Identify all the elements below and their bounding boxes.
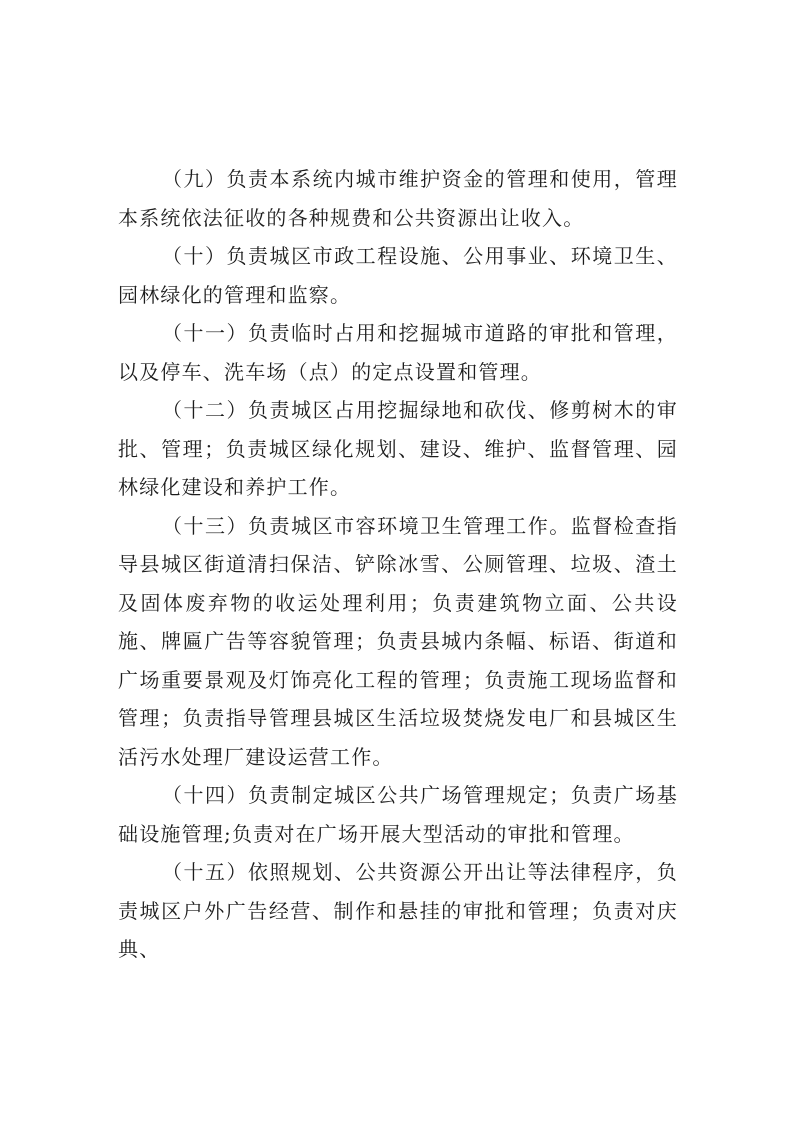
paragraph-9: （九）负责本系统内城市维护资金的管理和使用，管理本系统依法征收的各种规费和公共资源出让收入。 (118, 167, 678, 230)
paragraph-14: （十四）负责制定城区公共广场管理规定；负责广场基础设施管理;负责对在广场开展大型活动的审批和管理。 (118, 783, 678, 846)
paragraph-12: （十二）负责城区占用挖掘绿地和砍伐、修剪树木的审批、管理；负责城区绿化规划、建设、维护、监督管理、园林绿化建设和养护工作。 (118, 398, 678, 499)
paragraph-13: （十三）负责城区市容环境卫生管理工作。监督检查指导县城区街道清扫保洁、铲除冰雪、公厕管理、垃圾、渣土及固体废弃物的收运处理利用；负责建筑物立面、公共设施、牌匾广告等容貌管理；负责县城内条幅、标语、街道和广场重要景观及灯饰亮化工程的管理；负责施工现场监督和管理；负责指导管理县城区生活垃圾焚烧发电厂和县城区生活污水处理厂建设运营工作。 (118, 513, 678, 769)
paragraph-10: （十）负责城区市政工程设施、公用事业、环境卫生、园林绿化的管理和监察。 (118, 244, 678, 307)
paragraph-15: （十五）依照规划、公共资源公开出让等法律程序，负责城区户外广告经营、制作和悬挂的审批和管理；负责对庆典、 (118, 860, 678, 961)
document-body (118, 160, 678, 969)
paragraph-11: （十一）负责临时占用和挖掘城市道路的审批和管理，以及停车、洗车场（点）的定点设置和管理。 (118, 321, 678, 384)
